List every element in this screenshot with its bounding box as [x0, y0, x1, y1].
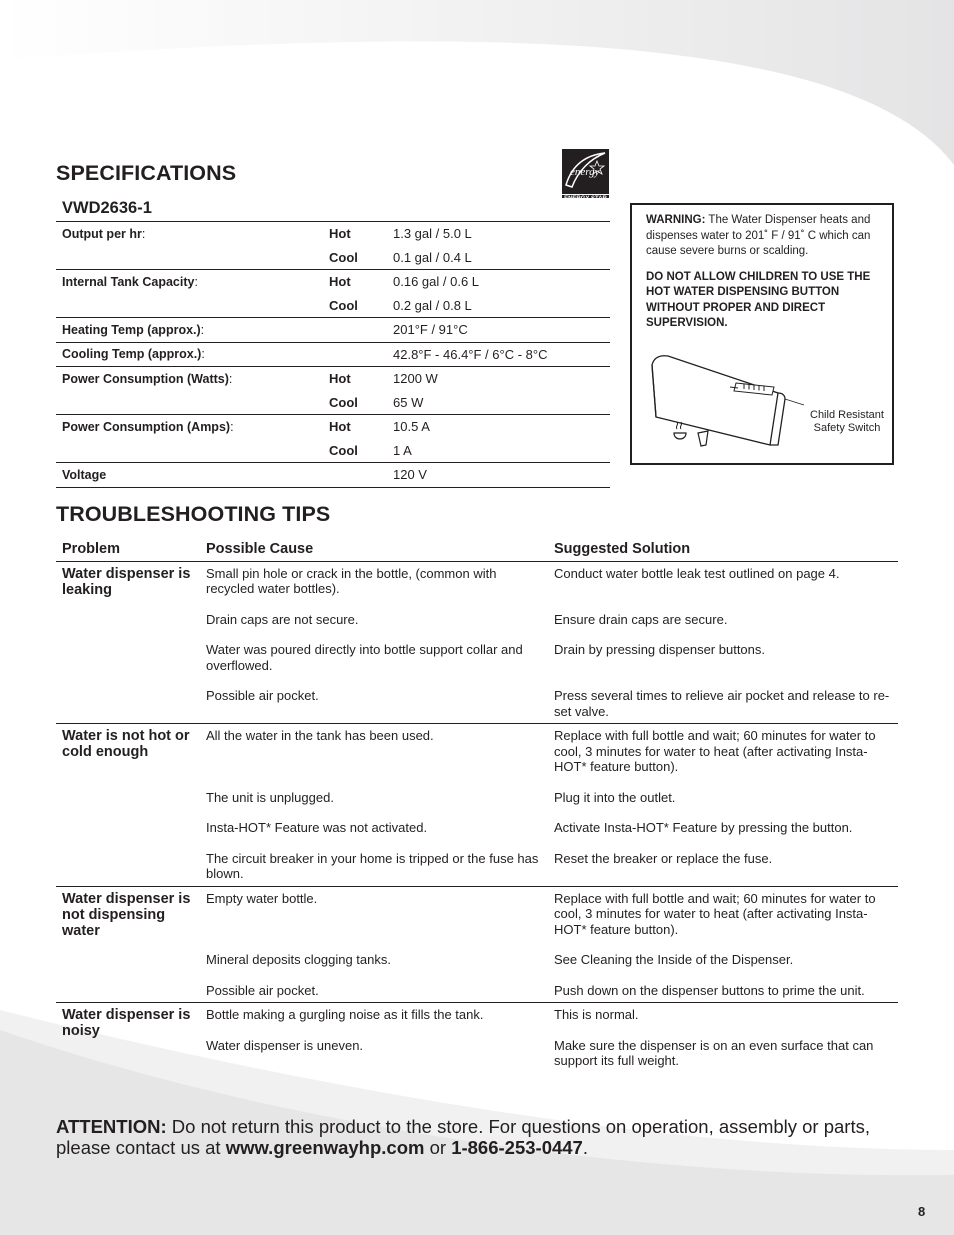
spec-value: 1.3 gal / 5.0 L	[387, 222, 610, 246]
warning-text: WARNING: The Water Dispenser heats and dispenses water to 201˚ F / 91˚ C which can cause severe burns or scalding.	[646, 214, 871, 257]
cause-cell: Possible air pocket.	[200, 688, 548, 724]
spec-mode: Cool	[329, 442, 358, 458]
cause-cell: Possible air pocket.	[200, 983, 548, 1003]
page-number: 8	[918, 1204, 926, 1219]
cause-cell: Mineral deposits clogging tanks.	[206, 952, 391, 967]
spec-value: 10.5 A	[387, 415, 610, 439]
spec-value: 0.2 gal / 0.8 L	[393, 297, 472, 313]
cause-cell: Water was poured directly into bottle support collar and overflowed.	[206, 642, 523, 673]
spec-row	[56, 391, 610, 415]
energy-star-logo	[562, 149, 609, 202]
spec-mode: Hot	[323, 222, 387, 246]
problem-cell: Water dispenser is not dispensing water	[56, 886, 200, 1003]
spec-row	[56, 246, 610, 270]
table-row	[56, 561, 898, 612]
energy-star-label: ENERGY STAR	[562, 194, 609, 203]
spec-value: 0.1 gal / 0.4 L	[393, 249, 472, 265]
header-cause: Possible Cause	[200, 538, 548, 561]
spec-value: 1 A	[393, 442, 412, 458]
table-row	[56, 886, 898, 952]
solution-cell: Reset the breaker or replace the fuse.	[548, 851, 898, 887]
attention-notice: ATTENTION: Do not return this product to the store. For questions on operation, assembly or parts, please contact us at www.greenwayhp.com or 1-866-253-0447.	[56, 1116, 871, 1158]
website-link[interactable]: www.greenwayhp.com	[225, 1137, 425, 1158]
attention-text: Do not return this product to the store. For questions on operation, assembly or parts, please contact us at	[56, 1116, 871, 1158]
header-problem: Problem	[56, 538, 200, 561]
energy-star-icon	[562, 149, 609, 189]
table-header-row	[56, 538, 898, 561]
spec-label: Power Consumption (Watts)	[62, 371, 229, 386]
cause-cell: Bottle making a gurgling noise as it fills the tank.	[206, 1007, 484, 1022]
phone-number: 1-866-253-0447	[451, 1137, 583, 1158]
solution-cell: Replace with full bottle and wait; 60 minutes for water to cool, 3 minutes for water to heat (after activating Insta-HOT* feature button).	[554, 728, 876, 774]
spec-mode: Cool	[329, 249, 358, 265]
cause-cell: Drain caps are not secure.	[206, 611, 359, 627]
spec-value: 201°F / 91°C	[387, 318, 610, 343]
problem-cell: Water is not hot or cold enough	[56, 724, 200, 887]
table-row	[56, 1003, 898, 1038]
solution-cell: Press several times to relieve air pocket and release to re-set valve.	[548, 688, 898, 724]
spec-row: Cooling Temp (approx.): 42.8°F - 46.4°F / 6°C - 8°C	[56, 342, 610, 367]
cause-cell: Water dispenser is uneven.	[206, 1037, 364, 1053]
spec-mode: Hot	[323, 270, 387, 294]
specifications-table	[56, 221, 610, 488]
model-number: VWD2636-1	[62, 199, 152, 217]
spec-row: Internal Tank Capacity: Hot 0.16 gal / 0.6 L	[56, 270, 610, 294]
problem-cell: Water dispenser is noisy	[62, 1007, 191, 1039]
spec-row: Output per hr: Hot 1.3 gal / 5.0 L	[56, 222, 610, 246]
spec-label: Voltage	[62, 467, 107, 482]
solution-cell: Plug it into the outlet.	[554, 789, 676, 805]
spec-label: Power Consumption (Amps)	[62, 419, 231, 434]
warning-caps: DO NOT ALLOW CHILDREN TO USE THE HOT WATER DISPENSING BUTTON WITHOUT PROPER AND DIRECT SUPERVISION.	[646, 270, 871, 329]
cause-cell: Empty water bottle.	[206, 890, 318, 906]
spec-row: Heating Temp (approx.): 201°F / 91°C	[56, 318, 610, 343]
warning-box	[630, 203, 894, 465]
solution-cell: Replace with full bottle and wait; 60 minutes for water to cool, 3 minutes for water to heat (after activating Insta-HOT* feature button).	[554, 890, 876, 937]
attention-lead: ATTENTION:	[56, 1116, 167, 1137]
spec-mode: Hot	[323, 367, 387, 391]
spec-label: Cooling Temp (approx.)	[62, 347, 202, 362]
svg-text:energy: energy	[570, 166, 600, 178]
cause-cell: Small pin hole or crack in the bottle, (common with recycled water bottles).	[206, 565, 497, 596]
spec-row	[56, 439, 610, 463]
spec-label: Heating Temp (approx.)	[62, 322, 201, 337]
spec-mode: Cool	[329, 297, 358, 313]
cause-cell: The circuit breaker in your home is tripped or the fuse has blown.	[200, 851, 548, 887]
specifications-title: SPECIFICATIONS	[56, 161, 237, 185]
spec-value: 42.8°F - 46.4°F / 6°C - 8°C	[387, 342, 610, 367]
spec-label: Internal Tank Capacity	[62, 274, 195, 289]
solution-cell: Push down on the dispenser buttons to prime the unit.	[548, 983, 898, 1003]
spec-mode: Hot	[323, 415, 387, 439]
spec-row: Power Consumption (Amps): Hot 10.5 A	[56, 415, 610, 439]
safety-switch-label: Child Resistant Safety Switch	[810, 409, 884, 434]
cause-cell: The unit is unplugged.	[206, 789, 334, 805]
spec-row	[56, 463, 610, 488]
spec-value: 120 V	[387, 463, 610, 488]
solution-cell: Make sure the dispenser is on an even surface that can support its full weight.	[554, 1037, 874, 1068]
problem-cell: Water dispenser is leaking	[56, 561, 200, 724]
solution-cell: This is normal.	[554, 1007, 639, 1022]
solution-cell: See Cleaning the Inside of the Dispenser.	[554, 952, 794, 967]
header-solution: Suggested Solution	[548, 538, 898, 561]
solution-cell: Conduct water bottle leak test outlined on page 4.	[554, 565, 840, 581]
cause-cell: All the water in the tank has been used.	[206, 728, 434, 743]
table-row	[56, 724, 898, 790]
spec-value: 1200 W	[387, 367, 610, 391]
spec-value: 65 W	[393, 394, 424, 410]
spec-mode: Cool	[329, 394, 358, 410]
cause-cell: Insta-HOT* Feature was not activated.	[206, 820, 428, 835]
cold-water-icon	[698, 431, 708, 446]
troubleshooting-table	[56, 538, 898, 1069]
solution-cell: Ensure drain caps are secure.	[554, 611, 728, 627]
spec-row	[56, 294, 610, 318]
spec-value: 0.16 gal / 0.6 L	[387, 270, 610, 294]
dispenser-illustration	[646, 353, 806, 453]
solution-cell: Activate Insta-HOT* Feature by pressing the button.	[554, 820, 853, 835]
spec-label: Output per hr	[62, 226, 142, 241]
troubleshooting-title: TROUBLESHOOTING TIPS	[56, 502, 331, 526]
solution-cell: Drain by pressing dispenser buttons.	[554, 642, 766, 657]
spec-row: Power Consumption (Watts): Hot 1200 W	[56, 367, 610, 391]
